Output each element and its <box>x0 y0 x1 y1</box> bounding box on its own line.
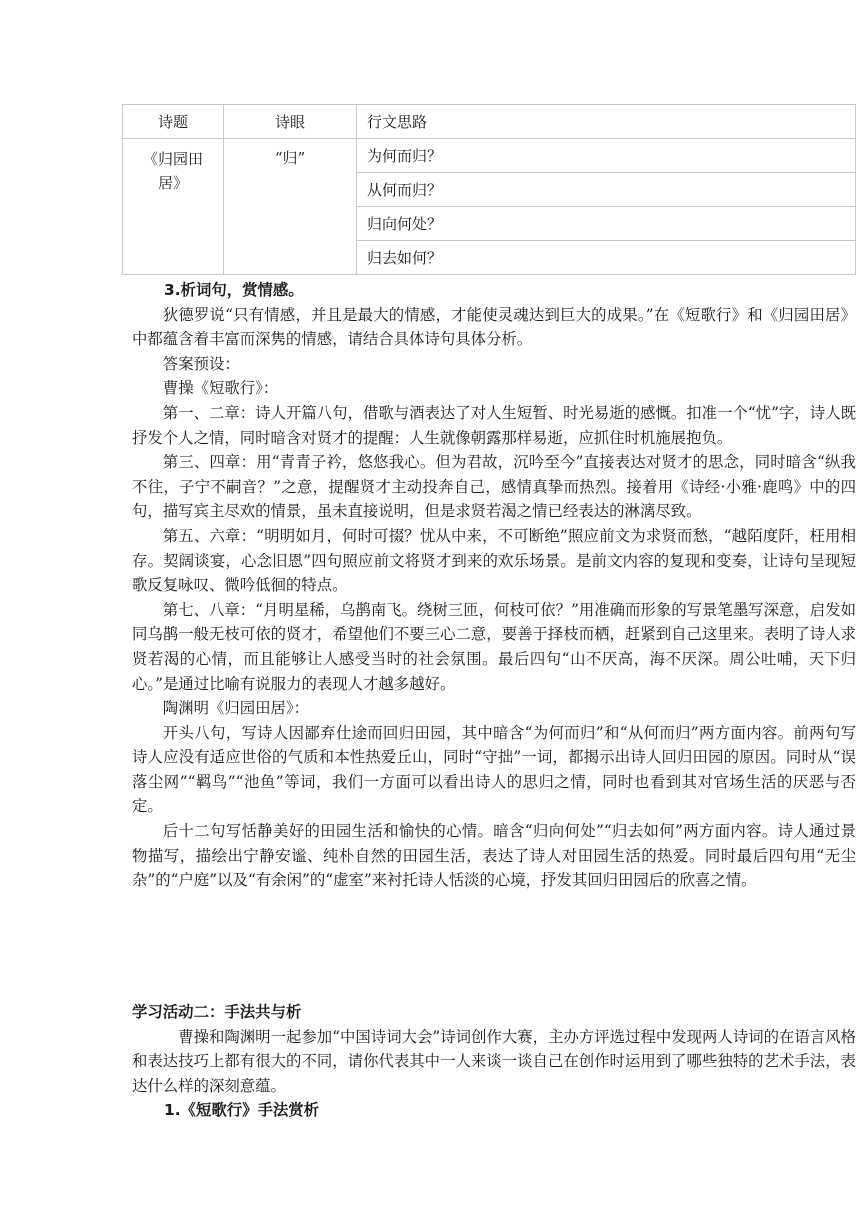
poem-title-line-1: 《归园田 <box>142 150 203 168</box>
table-header-row <box>123 105 856 139</box>
cell-poem-eye: “归” <box>224 139 357 275</box>
tao-paragraph-1: 开头八句，写诗人因鄙弃仕途而回归田园，其中暗含“为何而归”和“从何而归”两方面内容。前两句写诗人应没有适应世俗的气质和本性热爱丘山，同时“守拙”一词，都揭示出诗人回归田园的原因。同时从“误落尘网”“羁鸟”“池鱼”等词，我们一方面可以看出诗人的思归之情，同时也看到其对官场生活的厌恶与否定。 <box>132 723 856 816</box>
cao-paragraph-2: 第三、四章：用“青青子衿，悠悠我心。但为君故，沉吟至今”直接表达对贤才的思念，同时暗含“纵我不往，子宁不嗣音？”之意，提醒贤才主动投奔自己，感情真挚而热烈。接着用《诗经·小雅·鹿鸣》中的四句，描写宾主尽欢的情景，虽未直接说明，但是求贤若渴之情已经表达的淋漓尽致。 <box>132 453 856 521</box>
cell-approach-2: 从何而归？ <box>357 173 856 207</box>
tao-label: 陶渊明《归园田居》： <box>162 699 310 718</box>
answer-label: 答案预设： <box>162 354 240 373</box>
main-text <box>132 278 856 893</box>
activity-2-heading: 学习活动二：手法共与析 <box>132 1003 302 1021</box>
activity-2-block <box>132 1000 856 1123</box>
cell-approach-4: 归去如何？ <box>357 241 856 275</box>
activity-2-prompt: 曹操和陶渊明一起参加“中国诗词大会”诗词创作大赛，主办方评选过程中发现两人诗词的在语言风格和表达技巧上都有很大的不同，请你代表其中一人来谈一谈自己在创作时运用到了哪些独特的艺术手法，表达什么样的深刻意蕴。 <box>132 1027 856 1095</box>
cao-paragraph-1: 第一、二章：诗人开篇八句，借歌与酒表达了对人生短暂、时光易逝的感慨。扣准一个“忧”字，诗人既抒发个人之情，同时暗含对贤才的提醒：人生就像朝露那样易逝，应抓住时机施展抱负。 <box>132 403 856 447</box>
header-approach: 行文思路 <box>357 105 856 139</box>
activity-2-subheading: 1.《短歌行》手法赏析 <box>164 1101 320 1120</box>
table-row <box>123 139 856 173</box>
section-3-prompt: 狄德罗说“只有情感，并且是最大的情感，才能使灵魂达到巨大的成果。”在《短歌行》和《归园田居》中都蕴含着丰富而深隽的情感，请结合具体诗句具体分析。 <box>132 305 856 349</box>
header-title: 诗题 <box>123 105 224 139</box>
cell-approach-1: 为何而归？ <box>357 139 856 173</box>
cell-approach-3: 归向何处？ <box>357 207 856 241</box>
poem-title-line-2: 居》 <box>157 174 188 192</box>
tao-paragraph-2: 后十二句写恬静美好的田园生活和愉快的心情。暗含“归向何处”“归去如何”两方面内容。诗人通过景物描写，描绘出宁静安谧、纯朴自然的田园生活，表达了诗人对田园生活的热爱。同时最后四句用“无尘杂”的“户庭”以及“有余闲”的“虚室”来衬托诗人恬淡的心境，抒发其回归田园后的欣喜之情。 <box>132 822 856 890</box>
cao-paragraph-4: 第七、八章：“月明星稀，乌鹊南飞。绕树三匝，何枝可依？”用准确而形象的写景笔墨写深意，启发如同乌鹊一般无枝可依的贤才，希望他们不要三心二意，要善于择枝而栖，赶紧到自己这里来。表明了诗人求贤若渴的心情，而且能够让人感受当时的社会氛围。最后四句“山不厌高，海不厌深。周公吐哺，天下归心。”是通过比喻有说服力的表现人才越多越好。 <box>132 600 856 693</box>
cao-paragraph-3: 第五、六章：“明明如月，何时可掇？忧从中来，不可断绝”照应前文为求贤而愁，“越陌度阡，枉用相存。契阔谈宴，心念旧恩”四句照应前文将贤才到来的欢乐场景。是前文内容的复现和变奏，让诗句呈现短歌反复咏叹、微吟低徊的特点。 <box>132 526 856 595</box>
poem-structure-table <box>122 104 856 275</box>
section-3-heading: 3.析词句，赏情感。 <box>164 281 304 299</box>
header-eye: 诗眼 <box>224 105 357 139</box>
cao-label: 曹操《短歌行》： <box>162 379 279 398</box>
cell-poem-title <box>123 139 224 275</box>
